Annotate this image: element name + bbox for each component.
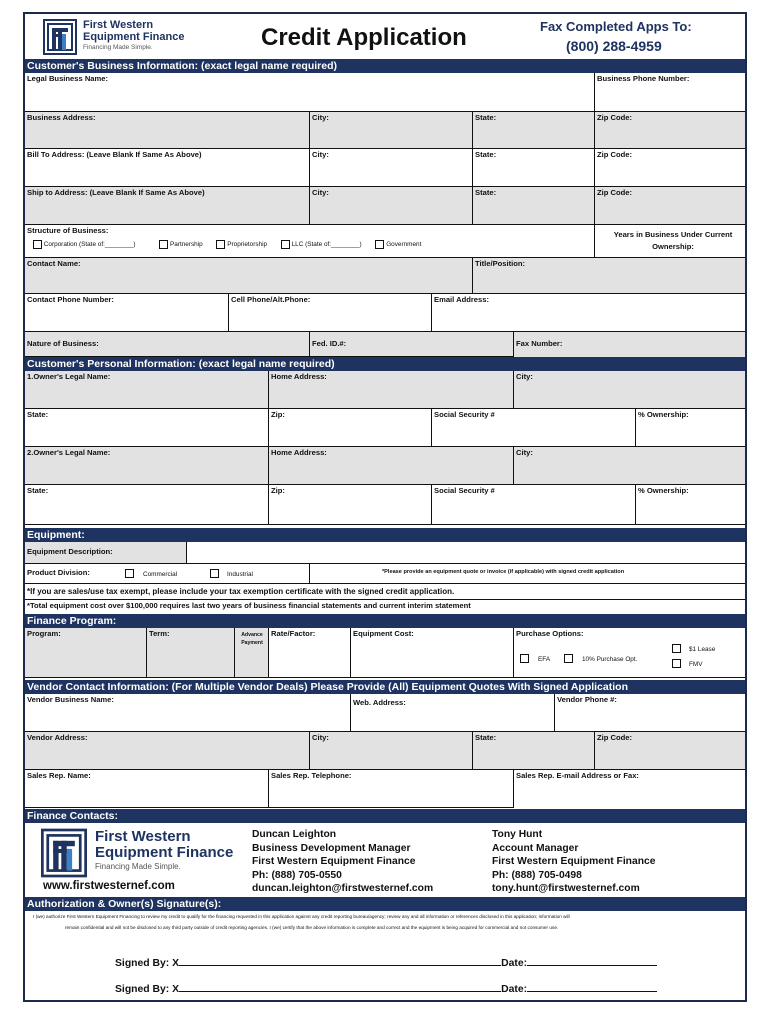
company-logo-icon bbox=[41, 828, 87, 878]
owner1-home-address-field[interactable] bbox=[269, 371, 514, 409]
partnership-checkbox[interactable] bbox=[159, 240, 168, 249]
label: State: bbox=[27, 486, 49, 495]
bill-to-zip-field[interactable] bbox=[595, 149, 745, 187]
contact2-name: Tony Hunt bbox=[492, 829, 543, 840]
business-state-field[interactable] bbox=[473, 112, 595, 149]
finance-program-band: Finance Program: bbox=[25, 614, 745, 628]
label: 2.Owner's Legal Name: bbox=[27, 448, 111, 457]
government-checkbox[interactable] bbox=[375, 240, 384, 249]
corporation-checkbox[interactable] bbox=[33, 240, 42, 249]
fax-label: Fax Completed Apps To: bbox=[540, 19, 692, 34]
cost-note: *Total equipment cost over $100,000 requires last two years of business financial statements and current interim statement bbox=[27, 601, 471, 610]
signature-line-1 bbox=[115, 956, 657, 969]
label: Vendor Phone #: bbox=[557, 695, 617, 704]
contact-name-field[interactable] bbox=[25, 258, 473, 294]
label: Social Security # bbox=[434, 486, 495, 495]
label: City: bbox=[516, 448, 533, 457]
logo-line1: First Western bbox=[83, 19, 154, 31]
contact-phone-field[interactable] bbox=[25, 294, 229, 332]
label: Business Address: bbox=[27, 113, 96, 122]
authorization-text-2: remain confidential and will not be disclosed to any third party outside of credit reporting agencies. I (we) certify that the above information is complete and correct and the equipment is being acquired for commercial and not consumer use. bbox=[65, 925, 559, 930]
authorization-band: Authorization & Owner(s) Signature(s): bbox=[25, 897, 745, 911]
fed-id-field[interactable] bbox=[310, 332, 514, 357]
contacts-logo-line1: First Western bbox=[95, 828, 191, 845]
bill-to-city-field[interactable] bbox=[310, 149, 473, 187]
owner1-state-field[interactable] bbox=[25, 409, 269, 447]
partnership-label: Partnership bbox=[170, 241, 203, 249]
label: Zip Code: bbox=[597, 150, 633, 159]
label: City: bbox=[312, 188, 329, 197]
label: Zip Code: bbox=[597, 188, 633, 197]
one-dollar-lease-checkbox[interactable] bbox=[672, 644, 681, 653]
signed-by-label: Signed By: X bbox=[115, 958, 180, 969]
contact2-email[interactable]: tony.hunt@firstwesternef.com bbox=[492, 883, 640, 894]
label: State: bbox=[27, 410, 49, 419]
label: City: bbox=[312, 150, 329, 159]
label: Cell Phone/Alt.Phone: bbox=[231, 295, 311, 304]
title-position-field[interactable] bbox=[473, 258, 745, 294]
ten-percent-checkbox[interactable] bbox=[564, 654, 573, 663]
label: Sales Rep. Name: bbox=[27, 771, 91, 780]
label: Social Security # bbox=[434, 410, 495, 419]
contacts-logo bbox=[41, 828, 241, 878]
structure-of-business-field bbox=[25, 225, 595, 258]
business-fax-field[interactable] bbox=[514, 332, 745, 357]
tax-note: *If you are sales/use tax exempt, please include your tax exemption certificate with the signed credit application. bbox=[27, 587, 455, 596]
signed-by-label: Signed By: X bbox=[115, 984, 180, 995]
label: % Ownership: bbox=[638, 410, 689, 419]
label: State: bbox=[475, 733, 497, 742]
ten-percent-label: 10% Purchase Opt. bbox=[582, 656, 638, 663]
label: Zip: bbox=[271, 486, 285, 495]
label: Web. Address: bbox=[353, 698, 406, 707]
cost-note-cell bbox=[25, 600, 745, 614]
one-dollar-lease-label: $1 Lease bbox=[689, 646, 716, 653]
purchase-options-field bbox=[514, 628, 745, 678]
term-field[interactable] bbox=[147, 628, 235, 678]
label: Bill To Address: (Leave Blank If Same As Above) bbox=[27, 150, 202, 159]
proprietorship-checkbox[interactable] bbox=[216, 240, 225, 249]
owner2-city-field[interactable] bbox=[514, 447, 745, 485]
owner1-ownership-field[interactable] bbox=[636, 409, 745, 447]
logo-tagline: Financing Made Simple. bbox=[83, 44, 153, 51]
signature-line-2 bbox=[115, 982, 657, 995]
label: Sales Rep. E-mail Address or Fax: bbox=[516, 771, 639, 780]
label: 1.Owner's Legal Name: bbox=[27, 372, 111, 381]
label: Sales Rep. Telephone: bbox=[271, 771, 352, 780]
date-label: Date: bbox=[501, 958, 528, 969]
vendor-city-field[interactable] bbox=[310, 732, 473, 770]
label: Vendor Business Name: bbox=[27, 695, 114, 704]
government-label: Government bbox=[386, 241, 422, 249]
label: Equipment Description: bbox=[27, 547, 113, 556]
legal-business-name-field[interactable] bbox=[25, 73, 595, 112]
label: State: bbox=[475, 150, 497, 159]
sales-rep-phone-field[interactable] bbox=[269, 770, 514, 808]
sales-rep-name-field[interactable] bbox=[25, 770, 269, 808]
owner2-zip-field[interactable] bbox=[269, 485, 432, 525]
label: Zip Code: bbox=[597, 113, 633, 122]
ship-to-address-field[interactable] bbox=[25, 187, 310, 225]
bill-to-address-field[interactable] bbox=[25, 149, 310, 187]
commercial-label: Commercial bbox=[143, 571, 178, 578]
equipment-description-field[interactable] bbox=[187, 542, 745, 564]
label: City: bbox=[312, 113, 329, 122]
signature-field[interactable] bbox=[179, 982, 501, 992]
corporation-label: Corporation (State of:________) bbox=[43, 241, 136, 249]
contact1-title: Business Development Manager bbox=[252, 842, 411, 854]
proprietorship-label: Proprietorship bbox=[227, 241, 268, 249]
label: Fed. ID.#: bbox=[312, 339, 347, 348]
vendor-business-name-field[interactable] bbox=[25, 694, 351, 732]
industrial-label: Industrial bbox=[227, 571, 253, 578]
owner1-name-field[interactable] bbox=[25, 371, 269, 409]
contact1-name: Duncan Leighton bbox=[252, 829, 337, 840]
product-division-field bbox=[25, 564, 310, 584]
quote-note: *Please provide an equipment quote or invoice (if applicable) with signed credit application bbox=[382, 569, 625, 575]
date-label: Date: bbox=[501, 984, 528, 995]
business-city-field[interactable] bbox=[310, 112, 473, 149]
rate-factor-field[interactable] bbox=[269, 628, 351, 678]
logo-line2: Equipment Finance bbox=[83, 31, 185, 43]
label: Rate/Factor: bbox=[271, 629, 316, 638]
owner2-home-address-field[interactable] bbox=[269, 447, 514, 485]
ship-to-zip-field[interactable] bbox=[595, 187, 745, 225]
business-zip-field[interactable] bbox=[595, 112, 745, 149]
sales-rep-email-field[interactable] bbox=[514, 770, 745, 808]
vendor-phone-field[interactable] bbox=[555, 694, 745, 732]
authorization-text-1: I (we) authorize First Western Equipment Financing to review my credit to qualify for the financing requested in this application against any credit reporting bureau/agency; review any and all information or references disclosed in this application; information will bbox=[33, 914, 570, 919]
contact2-company: First Western Equipment Finance bbox=[492, 856, 656, 867]
cell-phone-field[interactable] bbox=[229, 294, 432, 332]
website-link[interactable]: www.firstwesternef.com bbox=[43, 880, 175, 892]
label: Contact Name: bbox=[27, 259, 81, 268]
equipment-cost-field[interactable] bbox=[351, 628, 514, 678]
label: Vendor Address: bbox=[27, 733, 88, 742]
contact2-title: Account Manager bbox=[492, 842, 579, 854]
business-info-band: Customer's Business Information: (exact legal name required) bbox=[25, 59, 745, 73]
fmv-label: FMV bbox=[689, 661, 703, 668]
program-field[interactable] bbox=[25, 628, 147, 678]
ship-to-city-field[interactable] bbox=[310, 187, 473, 225]
header-logo bbox=[43, 19, 203, 59]
contacts-logo-line2: Equipment Finance bbox=[95, 844, 234, 861]
label: Program: bbox=[27, 629, 61, 638]
label: Zip Code: bbox=[597, 733, 633, 742]
tax-note-cell bbox=[25, 584, 745, 600]
llc-label: LLC (State of:________) bbox=[291, 241, 362, 249]
label: Equipment Cost: bbox=[353, 629, 414, 638]
label: Contact Phone Number: bbox=[27, 295, 114, 304]
label: Purchase Options: bbox=[516, 629, 584, 638]
company-logo-icon bbox=[43, 19, 77, 55]
label: State: bbox=[475, 188, 497, 197]
email-address-field[interactable] bbox=[432, 294, 745, 332]
label: Ship to Address: (Leave Blank If Same As Above) bbox=[27, 188, 205, 197]
commercial-checkbox[interactable] bbox=[125, 569, 134, 578]
owner1-ssn-field[interactable] bbox=[432, 409, 636, 447]
equipment-description-label-cell bbox=[25, 542, 187, 564]
contact1-company: First Western Equipment Finance bbox=[252, 856, 416, 867]
personal-info-band: Customer's Personal Information: (exact legal name required) bbox=[25, 357, 745, 371]
date-field[interactable] bbox=[527, 956, 657, 966]
page-title: Credit Application bbox=[261, 24, 467, 51]
label: Fax Number: bbox=[516, 339, 563, 348]
contact1-email[interactable]: duncan.leighton@firstwesternef.com bbox=[252, 883, 434, 894]
efa-checkbox[interactable] bbox=[520, 654, 529, 663]
label: Business Phone Number: bbox=[597, 74, 690, 83]
label: City: bbox=[312, 733, 329, 742]
fax-number: (800) 288-4959 bbox=[566, 38, 662, 54]
contacts-logo-tagline: Financing Made Simple. bbox=[95, 862, 181, 871]
label: Structure of Business: bbox=[27, 226, 109, 235]
nature-of-business-field[interactable] bbox=[25, 332, 310, 357]
years-label: Years in Business Under Current Ownership: bbox=[613, 230, 733, 251]
label: Home Address: bbox=[271, 372, 327, 381]
owner1-zip-field[interactable] bbox=[269, 409, 432, 447]
fmv-checkbox[interactable] bbox=[672, 659, 681, 668]
contact2-phone: Ph: (888) 705-0498 bbox=[492, 869, 582, 881]
vendor-band: Vendor Contact Information: (For Multiple Vendor Deals) Please Provide (All) Equipment Quotes With Signed Application bbox=[25, 680, 745, 694]
label: Email Address: bbox=[434, 295, 490, 304]
label: City: bbox=[516, 372, 533, 381]
signature-field[interactable] bbox=[179, 956, 501, 966]
owner2-ownership-field[interactable] bbox=[636, 485, 745, 525]
industrial-checkbox[interactable] bbox=[210, 569, 219, 578]
label: Nature of Business: bbox=[27, 339, 99, 348]
vendor-state-field[interactable] bbox=[473, 732, 595, 770]
vendor-address-field[interactable] bbox=[25, 732, 310, 770]
label: Legal Business Name: bbox=[27, 74, 109, 83]
vendor-web-field[interactable] bbox=[351, 694, 555, 732]
label: % Ownership: bbox=[638, 486, 689, 495]
label: State: bbox=[475, 113, 497, 122]
advance-payment-field[interactable] bbox=[235, 628, 269, 678]
business-phone-field[interactable] bbox=[595, 73, 745, 112]
ship-to-state-field[interactable] bbox=[473, 187, 595, 225]
owner2-ssn-field[interactable] bbox=[432, 485, 636, 525]
business-address-field[interactable] bbox=[25, 112, 310, 149]
owner2-name-field[interactable] bbox=[25, 447, 269, 485]
credit-application-form bbox=[23, 12, 747, 1002]
bill-to-state-field[interactable] bbox=[473, 149, 595, 187]
contact1-phone: Ph: (888) 705-0550 bbox=[252, 869, 342, 881]
date-field[interactable] bbox=[527, 982, 657, 992]
efa-label: EFA bbox=[538, 656, 551, 663]
label: Product Division: bbox=[27, 568, 90, 577]
quote-note-cell bbox=[310, 564, 745, 584]
vendor-zip-field[interactable] bbox=[595, 732, 745, 770]
label: Advance Payment bbox=[241, 632, 263, 646]
equipment-band: Equipment: bbox=[25, 528, 745, 542]
label: Title/Position: bbox=[475, 259, 526, 268]
label: Zip: bbox=[271, 410, 285, 419]
owner1-city-field[interactable] bbox=[514, 371, 745, 409]
label: Term: bbox=[149, 629, 170, 638]
owner2-state-field[interactable] bbox=[25, 485, 269, 525]
finance-contacts-band: Finance Contacts: bbox=[25, 809, 745, 823]
years-in-business-field[interactable] bbox=[595, 225, 745, 258]
llc-checkbox[interactable] bbox=[281, 240, 290, 249]
label: Home Address: bbox=[271, 448, 327, 457]
